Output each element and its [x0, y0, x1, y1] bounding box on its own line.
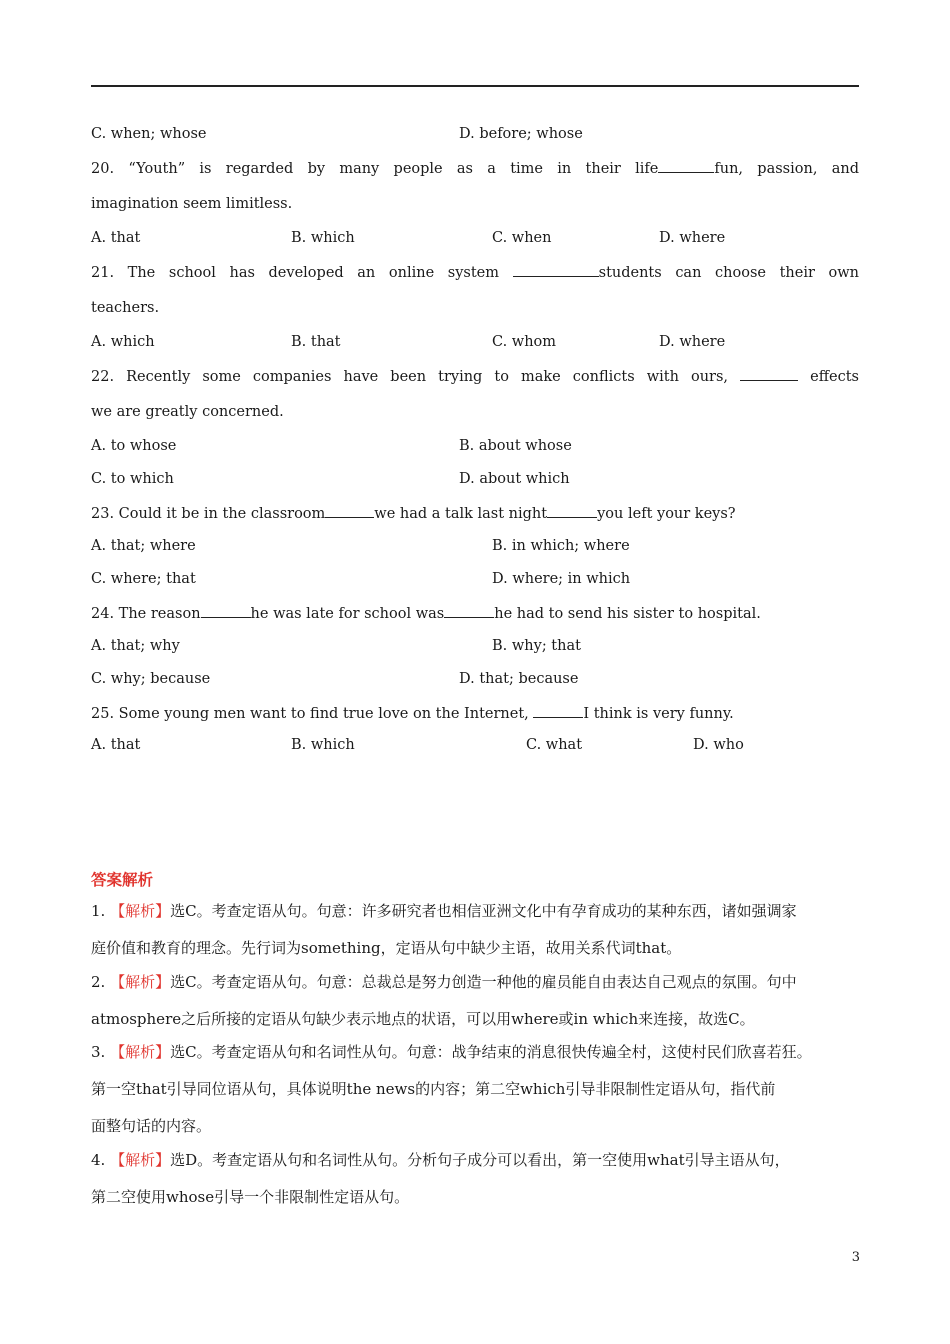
option-c: C. when; whose	[91, 126, 207, 142]
option-a: A. that; why	[91, 638, 180, 654]
q21-stem-line1: 21. The school has developed an online system students can choose their own	[91, 262, 859, 282]
q24-stem: 24. The reason he was late for school was he had to send his sister to hospital.	[91, 603, 859, 623]
q22-stem-line1: 22. Recently some companies have been trying to make conflicts with ours, effects	[91, 366, 859, 386]
option-b: B. which	[291, 737, 355, 753]
analysis-tag: 【解析】	[110, 1151, 171, 1169]
option-a: A. that	[91, 737, 141, 753]
option-d: D. before; whose	[459, 126, 583, 142]
q23-stem: 23. Could it be in the classroom we had a talk last night you left your keys?	[91, 503, 859, 523]
answer-1-line1: 1. 【解析】选C。考查定语从句。句意：许多研究者也相信亚洲文化中有孕育成功的某种东西，诸如强调家	[91, 902, 797, 920]
answer-blank	[740, 366, 798, 381]
answer-blank	[201, 603, 251, 618]
option-b: B. that	[291, 334, 341, 350]
option-c: C. when	[492, 230, 552, 246]
answers-title: 答案解析	[91, 870, 154, 889]
header-rule	[91, 85, 859, 87]
answer-blank	[547, 503, 597, 518]
answer-blank	[444, 603, 494, 618]
option-c: C. why; because	[91, 671, 211, 687]
option-c: C. where; that	[91, 571, 196, 587]
option-a: A. which	[91, 334, 155, 350]
answer-2-line1: 2. 【解析】选C。考查定语从句。句意：总裁总是努力创造一种他的雇员能自由表达自己观点的氛围。句中	[91, 973, 797, 991]
option-d: D. where	[659, 230, 726, 246]
option-a: A. that; where	[91, 538, 196, 554]
answer-1-line2: 庭价值和教育的理念。先行词为something，定语从句中缺少主语，故用关系代词that。	[91, 939, 682, 957]
answer-blank	[658, 158, 714, 173]
option-c: C. to which	[91, 471, 174, 487]
option-c: C. whom	[492, 334, 557, 350]
option-d: D. about which	[459, 471, 570, 487]
q22-options-row1	[91, 437, 871, 455]
answer-blank	[533, 703, 583, 718]
page-number: 3	[851, 1250, 860, 1265]
option-d: D. who	[693, 737, 744, 753]
q22-stem-line2: we are greatly concerned.	[91, 404, 284, 420]
answer-3-line2: 第一空that引导同位语从句，具体说明the news的内容；第二空which引导非限制性定语从句，指代前	[91, 1080, 776, 1098]
option-a: A. that	[91, 230, 141, 246]
option-b: B. about whose	[459, 438, 572, 454]
analysis-tag: 【解析】	[110, 973, 171, 991]
answer-blank	[325, 503, 374, 518]
option-d: D. where; in which	[492, 571, 631, 587]
analysis-tag: 【解析】	[110, 1043, 171, 1061]
answer-4-line2: 第二空使用whose引导一个非限制性定语从句。	[91, 1188, 410, 1206]
option-b: B. why; that	[492, 638, 581, 654]
answer-3-line1: 3. 【解析】选C。考查定语从句和名词性从句。句意：战争结束的消息很快传遍全村，这使村民们欣喜若狂。	[91, 1043, 812, 1061]
analysis-tag: 【解析】	[110, 902, 171, 920]
option-b: B. in which; where	[492, 538, 630, 554]
answer-blank	[513, 262, 599, 277]
option-d: D. where	[659, 334, 726, 350]
q20-stem-line1: 20. “Youth” is regarded by many people as a time in their life fun, passion, and	[91, 158, 859, 178]
q19-options	[91, 125, 871, 143]
answer-4-line1: 4. 【解析】选D。考查定语从句和名词性从句。分析句子成分可以看出，第一空使用what引导主语从句，	[91, 1151, 790, 1169]
q25-options	[91, 736, 871, 754]
q20-stem-line2: imagination seem limitless.	[91, 196, 293, 212]
q22-options-row2	[91, 470, 871, 488]
q21-options	[91, 333, 871, 351]
option-c: C. what	[526, 737, 583, 753]
q24-options-row1	[91, 637, 871, 655]
option-a: A. to whose	[91, 438, 177, 454]
option-b: B. which	[291, 230, 355, 246]
q21-stem-line2: teachers.	[91, 300, 160, 316]
q23-options-row1	[91, 537, 871, 555]
q24-options-row2	[91, 670, 871, 688]
answer-3-line3: 面整句话的内容。	[91, 1117, 212, 1135]
q20-options	[91, 229, 871, 247]
option-d: D. that; because	[459, 671, 579, 687]
q25-stem: 25. Some young men want to find true love on the Internet, I think is very funny.	[91, 703, 859, 723]
q23-options-row2	[91, 570, 871, 588]
answer-2-line2: atmosphere之后所接的定语从句缺少表示地点的状语，可以用where或in which来连接，故选C。	[91, 1010, 755, 1028]
